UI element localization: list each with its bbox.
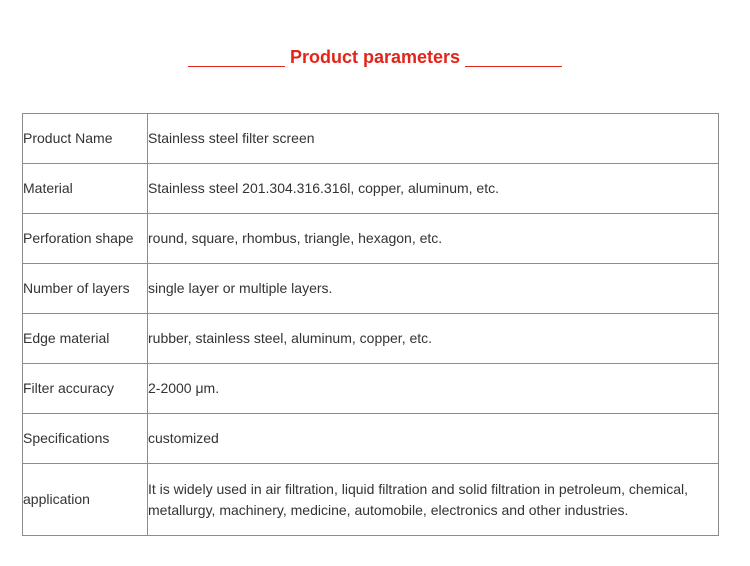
table-row: [23, 264, 719, 314]
heading-right-rule: [465, 66, 562, 67]
table-row: [23, 114, 719, 164]
section-heading: [0, 44, 750, 70]
row-label-specifications: Specifications: [23, 414, 148, 464]
row-value-material: Stainless steel 201.304.316.316l, copper, aluminum, etc.: [148, 164, 719, 214]
row-label-perforation-shape: Perforation shape: [23, 214, 148, 264]
row-value-product-name: Stainless steel filter screen: [148, 114, 719, 164]
row-value-specifications: customized: [148, 414, 719, 464]
table-row: [23, 364, 719, 414]
row-label-filter-accuracy: Filter accuracy: [23, 364, 148, 414]
table-row: [23, 464, 719, 536]
table-row: [23, 414, 719, 464]
row-label-number-of-layers: Number of layers: [23, 264, 148, 314]
table-row: [23, 314, 719, 364]
row-label-material: Material: [23, 164, 148, 214]
table-row: [23, 214, 719, 264]
row-value-perforation-shape: round, square, rhombus, triangle, hexagon, etc.: [148, 214, 719, 264]
row-value-number-of-layers: single layer or multiple layers.: [148, 264, 719, 314]
row-label-application: application: [23, 464, 148, 536]
row-value-application: It is widely used in air filtration, liquid filtration and solid filtration in petroleum, chemical, metallurgy, machinery, medicine, automobile, electronics and other industries.: [148, 464, 719, 536]
heading-left-rule: [188, 66, 285, 67]
row-value-filter-accuracy: 2-2000 μm.: [148, 364, 719, 414]
table-row: [23, 164, 719, 214]
row-value-edge-material: rubber, stainless steel, aluminum, copper, etc.: [148, 314, 719, 364]
row-label-product-name: Product Name: [23, 114, 148, 164]
heading-title: Product parameters: [289, 47, 461, 67]
product-parameters-table: [22, 113, 719, 536]
row-label-edge-material: Edge material: [23, 314, 148, 364]
